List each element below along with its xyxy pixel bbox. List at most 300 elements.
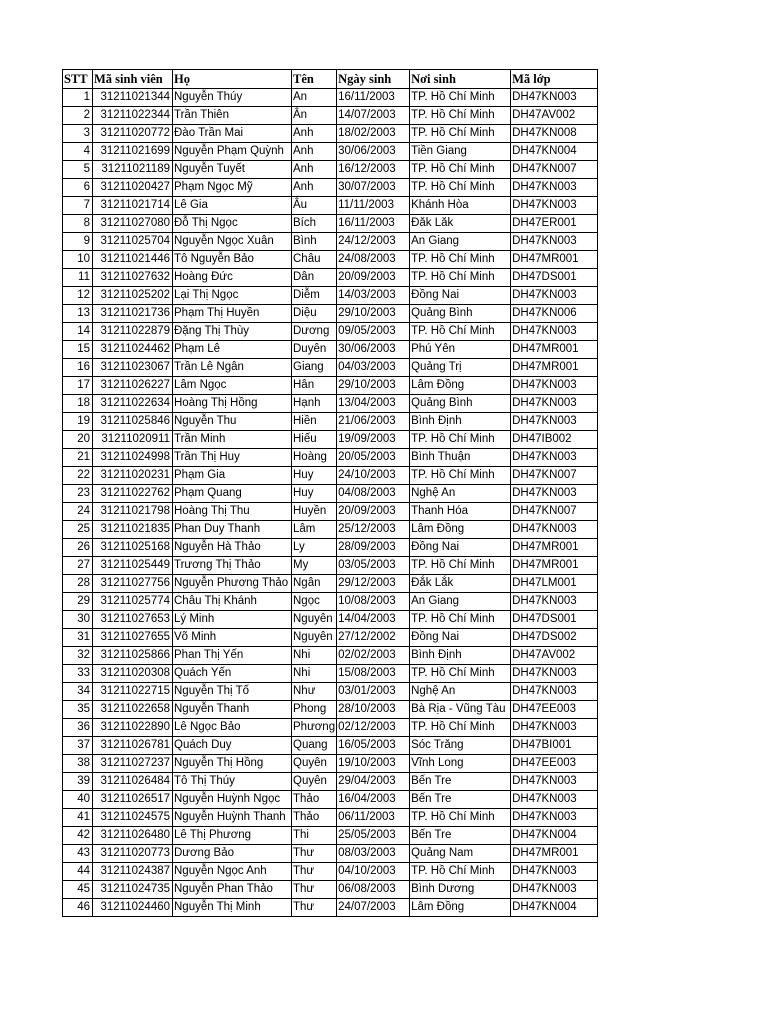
stt-cell: 36 (63, 719, 93, 737)
table-row (63, 179, 598, 197)
class-code-cell: DH47KN003 (511, 395, 598, 413)
student-id-cell: 31211024462 (93, 341, 173, 359)
given-name-cell: Nhi (292, 665, 337, 683)
surname-cell: Đặng Thị Thùy (173, 323, 292, 341)
birth-date-cell: 24/07/2003 (337, 899, 410, 917)
student-id-cell: 31211021344 (93, 89, 173, 107)
table-row (63, 665, 598, 683)
birth-place-cell: TP. Hồ Chí Minh (410, 467, 511, 485)
given-name-cell: Huy (292, 467, 337, 485)
birth-date-cell: 16/11/2003 (337, 215, 410, 233)
class-code-cell: DH47KN003 (511, 593, 598, 611)
stt-cell: 26 (63, 539, 93, 557)
given-name-cell: Âu (292, 197, 337, 215)
class-code-cell: DH47KN007 (511, 161, 598, 179)
surname-cell: Nguyễn Thị Minh (173, 899, 292, 917)
birth-date-cell: 14/07/2003 (337, 107, 410, 125)
stt-cell: 25 (63, 521, 93, 539)
surname-cell: Nguyễn Thúy (173, 89, 292, 107)
birth-place-cell: Nghệ An (410, 683, 511, 701)
birth-place-cell: Bình Thuận (410, 449, 511, 467)
student-id-cell: 31211024575 (93, 809, 173, 827)
given-name-cell: Như (292, 683, 337, 701)
given-name-cell: Châu (292, 251, 337, 269)
stt-cell: 29 (63, 593, 93, 611)
class-code-cell: DH47BI001 (511, 737, 598, 755)
table-row (63, 845, 598, 863)
birth-date-cell: 16/12/2003 (337, 161, 410, 179)
given-name-cell: Thi (292, 827, 337, 845)
given-name-cell: Duyên (292, 341, 337, 359)
birth-place-cell: TP. Hồ Chí Minh (410, 179, 511, 197)
birth-date-cell: 09/05/2003 (337, 323, 410, 341)
birth-place-cell: Lâm Đồng (410, 521, 511, 539)
birth-date-cell: 29/10/2003 (337, 377, 410, 395)
class-code-cell: DH47ER001 (511, 215, 598, 233)
given-name-cell: Thư (292, 845, 337, 863)
table-row (63, 809, 598, 827)
table-row (63, 413, 598, 431)
table-row (63, 89, 598, 107)
stt-cell: 32 (63, 647, 93, 665)
birth-place-cell: Lâm Đồng (410, 899, 511, 917)
birth-place-cell: TP. Hồ Chí Minh (410, 557, 511, 575)
given-name-cell: An (292, 89, 337, 107)
table-row (63, 341, 598, 359)
class-code-cell: DH47KN003 (511, 89, 598, 107)
student-id-cell: 31211022634 (93, 395, 173, 413)
surname-cell: Phạm Gia (173, 467, 292, 485)
table-row (63, 521, 598, 539)
stt-cell: 24 (63, 503, 93, 521)
student-id-cell: 31211022879 (93, 323, 173, 341)
surname-cell: Đỗ Thị Ngọc (173, 215, 292, 233)
student-id-cell: 31211027756 (93, 575, 173, 593)
student-id-cell: 31211024998 (93, 449, 173, 467)
table-row (63, 287, 598, 305)
class-code-cell: DH47KN003 (511, 449, 598, 467)
birth-place-cell: TP. Hồ Chí Minh (410, 431, 511, 449)
stt-cell: 28 (63, 575, 93, 593)
table-row (63, 251, 598, 269)
class-code-cell: DH47KN004 (511, 143, 598, 161)
table-row (63, 359, 598, 377)
class-code-cell: DH47KN008 (511, 125, 598, 143)
table-row (63, 629, 598, 647)
stt-cell: 34 (63, 683, 93, 701)
birth-date-cell: 19/09/2003 (337, 431, 410, 449)
surname-cell: Nguyễn Phương Thảo (173, 575, 292, 593)
birth-date-cell: 24/12/2003 (337, 233, 410, 251)
surname-cell: Nguyễn Thu (173, 413, 292, 431)
birth-place-cell: Bến Tre (410, 791, 511, 809)
student-id-cell: 31211021835 (93, 521, 173, 539)
stt-cell: 19 (63, 413, 93, 431)
table-row (63, 647, 598, 665)
birth-place-cell: TP. Hồ Chí Minh (410, 665, 511, 683)
given-name-cell: Hiếu (292, 431, 337, 449)
surname-cell: Lê Gia (173, 197, 292, 215)
class-code-cell: DH47KN003 (511, 323, 598, 341)
table-row (63, 215, 598, 233)
table-row (63, 233, 598, 251)
birth-date-cell: 10/08/2003 (337, 593, 410, 611)
surname-cell: Nguyễn Huỳnh Thanh (173, 809, 292, 827)
birth-place-cell: An Giang (410, 593, 511, 611)
table-row (63, 773, 598, 791)
table-row (63, 881, 598, 899)
given-name-cell: Thư (292, 899, 337, 917)
surname-cell: Lâm Ngọc (173, 377, 292, 395)
birth-date-cell: 20/09/2003 (337, 503, 410, 521)
given-name-cell: Ly (292, 539, 337, 557)
birth-place-cell: Đắk Lắk (410, 575, 511, 593)
stt-cell: 30 (63, 611, 93, 629)
surname-cell: Tô Nguyễn Bảo (173, 251, 292, 269)
class-code-cell: DH47DS001 (511, 611, 598, 629)
table-row (63, 539, 598, 557)
surname-cell: Lê Ngọc Bảo (173, 719, 292, 737)
surname-cell: Châu Thị Khánh (173, 593, 292, 611)
table-row (63, 503, 598, 521)
given-name-cell: Diễm (292, 287, 337, 305)
birth-place-cell: TP. Hồ Chí Minh (410, 611, 511, 629)
stt-cell: 31 (63, 629, 93, 647)
stt-cell: 38 (63, 755, 93, 773)
birth-place-cell: TP. Hồ Chí Minh (410, 251, 511, 269)
surname-cell: Lê Thị Phương (173, 827, 292, 845)
birth-date-cell: 06/08/2003 (337, 881, 410, 899)
student-id-cell: 31211021714 (93, 197, 173, 215)
class-code-cell: DH47KN003 (511, 179, 598, 197)
birth-place-cell: Quảng Bình (410, 305, 511, 323)
birth-place-cell: TP. Hồ Chí Minh (410, 125, 511, 143)
class-code-cell: DH47KN003 (511, 377, 598, 395)
student-id-cell: 31211027632 (93, 269, 173, 287)
surname-cell: Phan Duy Thanh (173, 521, 292, 539)
class-code-cell: DH47KN004 (511, 899, 598, 917)
student-id-cell: 31211026484 (93, 773, 173, 791)
birth-date-cell: 16/04/2003 (337, 791, 410, 809)
class-code-cell: DH47MR001 (511, 845, 598, 863)
stt-cell: 15 (63, 341, 93, 359)
stt-cell: 3 (63, 125, 93, 143)
given-name-cell: Thư (292, 863, 337, 881)
birth-date-cell: 19/10/2003 (337, 755, 410, 773)
class-code-cell: DH47MR001 (511, 557, 598, 575)
class-code-cell: DH47DS002 (511, 629, 598, 647)
student-id-cell: 31211024387 (93, 863, 173, 881)
student-id-cell: 31211025866 (93, 647, 173, 665)
birth-date-cell: 30/07/2003 (337, 179, 410, 197)
student-id-cell: 31211020427 (93, 179, 173, 197)
student-id-cell: 31211026480 (93, 827, 173, 845)
table-row (63, 557, 598, 575)
birth-date-cell: 29/10/2003 (337, 305, 410, 323)
given-name-cell: Ân (292, 107, 337, 125)
class-code-cell: DH47AV002 (511, 647, 598, 665)
header-birth-date: Ngày sinh (337, 70, 410, 89)
birth-date-cell: 03/01/2003 (337, 683, 410, 701)
birth-place-cell: TP. Hồ Chí Minh (410, 323, 511, 341)
given-name-cell: Thảo (292, 791, 337, 809)
given-name-cell: Hạnh (292, 395, 337, 413)
stt-cell: 5 (63, 161, 93, 179)
stt-cell: 40 (63, 791, 93, 809)
class-code-cell: DH47EE003 (511, 701, 598, 719)
student-id-cell: 31211021699 (93, 143, 173, 161)
birth-place-cell: Bình Dương (410, 881, 511, 899)
header-surname: Họ (173, 70, 292, 89)
birth-date-cell: 15/08/2003 (337, 665, 410, 683)
birth-place-cell: TP. Hồ Chí Minh (410, 161, 511, 179)
stt-cell: 16 (63, 359, 93, 377)
table-row (63, 323, 598, 341)
header-given-name: Tên (292, 70, 337, 89)
student-id-cell: 31211022890 (93, 719, 173, 737)
stt-cell: 17 (63, 377, 93, 395)
student-id-cell: 31211024460 (93, 899, 173, 917)
given-name-cell: Anh (292, 179, 337, 197)
surname-cell: Nguyễn Ngọc Anh (173, 863, 292, 881)
student-id-cell: 31211023067 (93, 359, 173, 377)
header-stt: STT (63, 70, 93, 89)
birth-date-cell: 29/04/2003 (337, 773, 410, 791)
given-name-cell: Anh (292, 143, 337, 161)
class-code-cell: DH47KN003 (511, 233, 598, 251)
header-class-code: Mã lớp (511, 70, 598, 89)
birth-place-cell: TP. Hồ Chí Minh (410, 269, 511, 287)
given-name-cell: Dương (292, 323, 337, 341)
given-name-cell: Hoàng (292, 449, 337, 467)
surname-cell: Quách Yến (173, 665, 292, 683)
surname-cell: Đào Trần Mai (173, 125, 292, 143)
surname-cell: Nguyễn Thanh (173, 701, 292, 719)
table-row (63, 467, 598, 485)
surname-cell: Phạm Quang (173, 485, 292, 503)
stt-cell: 2 (63, 107, 93, 125)
given-name-cell: Anh (292, 125, 337, 143)
birth-date-cell: 29/12/2003 (337, 575, 410, 593)
birth-place-cell: Đồng Nai (410, 287, 511, 305)
class-code-cell: DH47DS001 (511, 269, 598, 287)
class-code-cell: DH47KN003 (511, 413, 598, 431)
class-code-cell: DH47MR001 (511, 251, 598, 269)
birth-place-cell: Đăk Lăk (410, 215, 511, 233)
class-code-cell: DH47KN003 (511, 809, 598, 827)
given-name-cell: Nguyên (292, 629, 337, 647)
surname-cell: Phạm Lê (173, 341, 292, 359)
birth-place-cell: Vĩnh Long (410, 755, 511, 773)
stt-cell: 10 (63, 251, 93, 269)
birth-date-cell: 24/08/2003 (337, 251, 410, 269)
table-row (63, 161, 598, 179)
stt-cell: 13 (63, 305, 93, 323)
given-name-cell: Dân (292, 269, 337, 287)
stt-cell: 22 (63, 467, 93, 485)
birth-place-cell: TP. Hồ Chí Minh (410, 719, 511, 737)
surname-cell: Võ Minh (173, 629, 292, 647)
surname-cell: Nguyễn Phan Thảo (173, 881, 292, 899)
surname-cell: Lại Thị Ngọc (173, 287, 292, 305)
class-code-cell: DH47KN003 (511, 773, 598, 791)
header-row (63, 70, 598, 89)
student-id-cell: 31211021446 (93, 251, 173, 269)
surname-cell: Nguyễn Phạm Quỳnh (173, 143, 292, 161)
birth-date-cell: 08/03/2003 (337, 845, 410, 863)
birth-place-cell: Thanh Hóa (410, 503, 511, 521)
class-code-cell: DH47AV002 (511, 107, 598, 125)
stt-cell: 35 (63, 701, 93, 719)
given-name-cell: Phương (292, 719, 337, 737)
surname-cell: Dương Bảo (173, 845, 292, 863)
class-code-cell: DH47MR001 (511, 341, 598, 359)
table-row (63, 791, 598, 809)
given-name-cell: Hiền (292, 413, 337, 431)
given-name-cell: Quang (292, 737, 337, 755)
student-id-cell: 31211024735 (93, 881, 173, 899)
stt-cell: 12 (63, 287, 93, 305)
birth-place-cell: Nghệ An (410, 485, 511, 503)
header-birth-place: Nơi sinh (410, 70, 511, 89)
stt-cell: 41 (63, 809, 93, 827)
stt-cell: 11 (63, 269, 93, 287)
stt-cell: 4 (63, 143, 93, 161)
table-row (63, 377, 598, 395)
birth-place-cell: Quảng Bình (410, 395, 511, 413)
table-row (63, 575, 598, 593)
surname-cell: Nguyễn Thị Tố (173, 683, 292, 701)
given-name-cell: Ngọc (292, 593, 337, 611)
surname-cell: Phan Thị Yến (173, 647, 292, 665)
stt-cell: 18 (63, 395, 93, 413)
given-name-cell: Bình (292, 233, 337, 251)
birth-date-cell: 13/04/2003 (337, 395, 410, 413)
stt-cell: 44 (63, 863, 93, 881)
birth-place-cell: TP. Hồ Chí Minh (410, 107, 511, 125)
surname-cell: Phạm Ngọc Mỹ (173, 179, 292, 197)
table-row (63, 719, 598, 737)
given-name-cell: Phong (292, 701, 337, 719)
birth-place-cell: Khánh Hòa (410, 197, 511, 215)
given-name-cell: Giang (292, 359, 337, 377)
stt-cell: 46 (63, 899, 93, 917)
student-id-cell: 31211027655 (93, 629, 173, 647)
given-name-cell: Huy (292, 485, 337, 503)
stt-cell: 20 (63, 431, 93, 449)
student-id-cell: 31211022715 (93, 683, 173, 701)
surname-cell: Phạm Thị Huyền (173, 305, 292, 323)
surname-cell: Tô Thị Thúy (173, 773, 292, 791)
stt-cell: 45 (63, 881, 93, 899)
stt-cell: 33 (63, 665, 93, 683)
birth-date-cell: 28/09/2003 (337, 539, 410, 557)
surname-cell: Nguyễn Ngọc Xuân (173, 233, 292, 251)
table-row (63, 701, 598, 719)
stt-cell: 8 (63, 215, 93, 233)
class-code-cell: DH47KN007 (511, 467, 598, 485)
table-row (63, 305, 598, 323)
stt-cell: 14 (63, 323, 93, 341)
student-id-cell: 31211020772 (93, 125, 173, 143)
birth-place-cell: Đồng Nai (410, 539, 511, 557)
student-id-cell: 31211020773 (93, 845, 173, 863)
birth-date-cell: 16/05/2003 (337, 737, 410, 755)
birth-date-cell: 25/05/2003 (337, 827, 410, 845)
birth-place-cell: TP. Hồ Chí Minh (410, 809, 511, 827)
table-row (63, 197, 598, 215)
table-row (63, 683, 598, 701)
surname-cell: Hoàng Đức (173, 269, 292, 287)
given-name-cell: Thư (292, 881, 337, 899)
given-name-cell: Hân (292, 377, 337, 395)
birth-place-cell: Lâm Đồng (410, 377, 511, 395)
stt-cell: 1 (63, 89, 93, 107)
class-code-cell: DH47KN003 (511, 683, 598, 701)
table-row (63, 611, 598, 629)
birth-place-cell: TP. Hồ Chí Minh (410, 863, 511, 881)
table-row (63, 737, 598, 755)
stt-cell: 37 (63, 737, 93, 755)
class-code-cell: DH47KN003 (511, 521, 598, 539)
stt-cell: 39 (63, 773, 93, 791)
birth-place-cell: An Giang (410, 233, 511, 251)
class-code-cell: DH47KN003 (511, 863, 598, 881)
class-code-cell: DH47KN003 (511, 197, 598, 215)
birth-place-cell: Bình Định (410, 413, 511, 431)
student-id-cell: 31211020231 (93, 467, 173, 485)
stt-cell: 27 (63, 557, 93, 575)
birth-date-cell: 20/09/2003 (337, 269, 410, 287)
birth-date-cell: 24/10/2003 (337, 467, 410, 485)
class-code-cell: DH47KN003 (511, 485, 598, 503)
given-name-cell: Nguyên (292, 611, 337, 629)
given-name-cell: Quyên (292, 773, 337, 791)
student-id-cell: 31211027237 (93, 755, 173, 773)
birth-place-cell: Bến Tre (410, 827, 511, 845)
birth-place-cell: Bà Rịa - Vũng Tàu (410, 701, 511, 719)
birth-date-cell: 04/03/2003 (337, 359, 410, 377)
class-code-cell: DH47KN003 (511, 287, 598, 305)
birth-place-cell: Đồng Nai (410, 629, 511, 647)
birth-date-cell: 25/12/2003 (337, 521, 410, 539)
birth-date-cell: 04/10/2003 (337, 863, 410, 881)
birth-date-cell: 11/11/2003 (337, 197, 410, 215)
given-name-cell: Ngân (292, 575, 337, 593)
surname-cell: Nguyễn Tuyết (173, 161, 292, 179)
birth-date-cell: 02/02/2003 (337, 647, 410, 665)
student-id-cell: 31211025704 (93, 233, 173, 251)
student-id-cell: 31211027080 (93, 215, 173, 233)
student-id-cell: 31211026517 (93, 791, 173, 809)
stt-cell: 7 (63, 197, 93, 215)
stt-cell: 23 (63, 485, 93, 503)
student-id-cell: 31211020308 (93, 665, 173, 683)
birth-date-cell: 06/11/2003 (337, 809, 410, 827)
surname-cell: Quách Duy (173, 737, 292, 755)
stt-cell: 21 (63, 449, 93, 467)
given-name-cell: Quyên (292, 755, 337, 773)
class-code-cell: DH47KN004 (511, 827, 598, 845)
birth-place-cell: Bến Tre (410, 773, 511, 791)
student-id-cell: 31211025449 (93, 557, 173, 575)
table-row (63, 827, 598, 845)
given-name-cell: Anh (292, 161, 337, 179)
surname-cell: Trần Thiên (173, 107, 292, 125)
birth-date-cell: 16/11/2003 (337, 89, 410, 107)
student-id-cell: 31211026227 (93, 377, 173, 395)
table-row (63, 143, 598, 161)
